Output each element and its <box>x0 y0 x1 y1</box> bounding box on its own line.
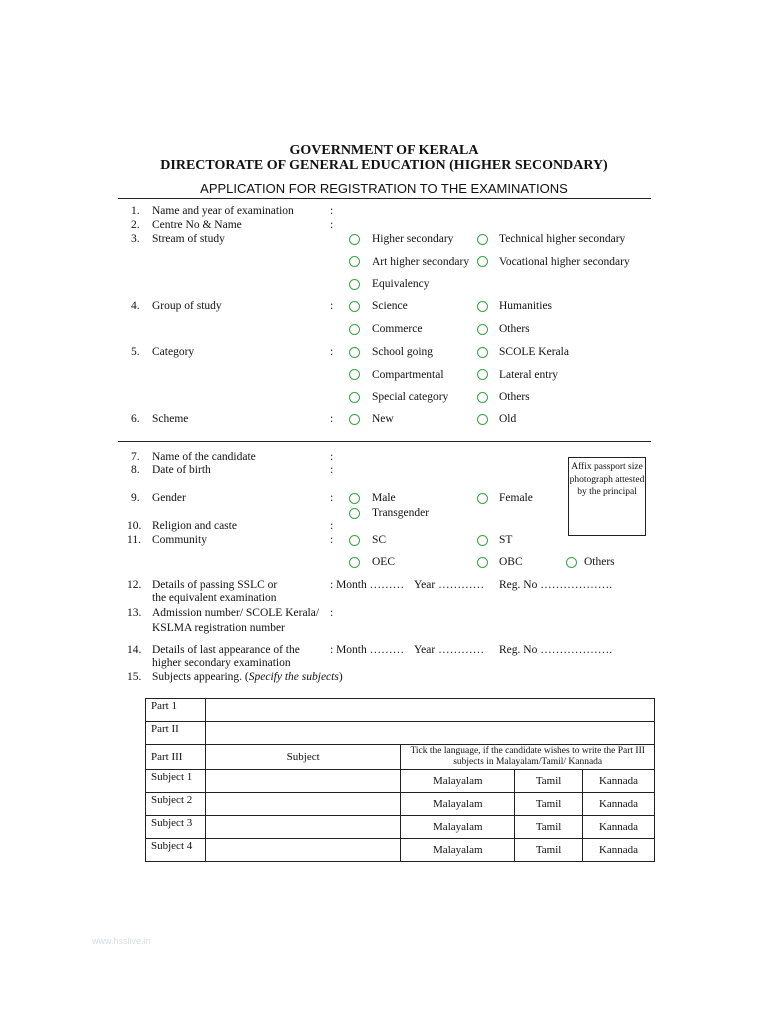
lang-kannada[interactable]: Kannada <box>583 793 655 816</box>
radio-school-going[interactable] <box>349 347 360 358</box>
item-number: 5. <box>131 346 140 358</box>
part1-field[interactable] <box>205 699 654 722</box>
subject-field[interactable] <box>205 816 400 839</box>
lang-tamil[interactable]: Tamil <box>515 839 583 862</box>
item-number: 6. <box>131 413 140 425</box>
radio-group-others[interactable] <box>477 324 488 335</box>
radio-commerce[interactable] <box>349 324 360 335</box>
label-sslc-line2: the equivalent examination <box>152 592 277 604</box>
option-label: Lateral entry <box>499 369 559 381</box>
radio-vocational-higher-secondary[interactable] <box>477 256 488 267</box>
radio-higher-secondary[interactable] <box>349 234 360 245</box>
option-label: Others <box>499 391 530 403</box>
table-row <box>146 793 655 816</box>
option-label: School going <box>372 346 434 358</box>
label-admission-line1: Admission number/ SCOLE Kerala/ <box>152 607 320 619</box>
colon: : <box>330 492 334 504</box>
subject-field[interactable] <box>205 770 400 793</box>
option-label: OEC <box>372 556 395 568</box>
item-number: 13. <box>127 607 142 619</box>
option-label: ST <box>499 534 513 546</box>
item-number: 7. <box>131 451 140 463</box>
lang-tamil[interactable]: Tamil <box>515 816 583 839</box>
colon: : <box>330 413 334 425</box>
label-stream: Stream of study <box>152 233 225 245</box>
label-category: Category <box>152 346 195 358</box>
radio-transgender[interactable] <box>349 508 360 519</box>
subject-label: Subject 4 <box>146 839 206 862</box>
part2-field[interactable] <box>205 722 654 745</box>
lang-tamil[interactable]: Tamil <box>515 770 583 793</box>
last-year: Year ………… <box>414 644 485 656</box>
option-label: Male <box>372 492 396 504</box>
header-application: APPLICATION FOR REGISTRATION TO THE EXAMINATIONS <box>200 181 568 196</box>
radio-community-others[interactable] <box>566 557 577 568</box>
option-label: Commerce <box>372 323 423 335</box>
table-row <box>146 770 655 793</box>
radio-oec[interactable] <box>349 557 360 568</box>
label-gender: Gender <box>152 492 186 504</box>
item-number: 3. <box>131 233 140 245</box>
last-month: : Month ……… <box>330 644 405 656</box>
lang-malayalam[interactable]: Malayalam <box>401 816 515 839</box>
subject-header: Subject <box>205 745 400 770</box>
option-label: OBC <box>499 556 523 568</box>
table-row <box>146 699 655 722</box>
header-directorate: DIRECTORATE OF GENERAL EDUCATION (HIGHER SECONDARY) <box>160 158 608 173</box>
radio-art-higher-secondary[interactable] <box>349 256 360 267</box>
label-last-appearance-line1: Details of last appearance of the <box>152 644 300 656</box>
option-label: Others <box>584 556 615 568</box>
colon: : <box>330 520 334 532</box>
option-label: Old <box>499 413 517 425</box>
option-label: New <box>372 413 394 425</box>
label-sslc-line1: Details of passing SSLC or <box>152 579 278 591</box>
sslc-month: : Month ……… <box>330 579 405 591</box>
label-centre: Centre No & Name <box>152 219 242 231</box>
radio-female[interactable] <box>477 493 488 504</box>
radio-humanities[interactable] <box>477 301 488 312</box>
option-label: SCOLE Kerala <box>499 346 569 358</box>
subject-field[interactable] <box>205 793 400 816</box>
radio-sc[interactable] <box>349 535 360 546</box>
radio-special-category[interactable] <box>349 392 360 403</box>
subject-label: Subject 1 <box>146 770 206 793</box>
radio-obc[interactable] <box>477 557 488 568</box>
subject-field[interactable] <box>205 839 400 862</box>
option-label: Science <box>372 300 408 312</box>
divider-middle <box>118 441 651 442</box>
label-last-appearance-line2: higher secondary examination <box>152 657 291 669</box>
option-label: Compartmental <box>372 369 444 381</box>
colon: : <box>330 300 334 312</box>
table-row <box>146 816 655 839</box>
label-community: Community <box>152 534 207 546</box>
item-number: 12. <box>127 579 142 591</box>
lang-malayalam[interactable]: Malayalam <box>401 770 515 793</box>
colon: : <box>330 464 334 476</box>
subjects-table <box>145 698 655 862</box>
lang-tamil[interactable]: Tamil <box>515 793 583 816</box>
photo-box: Affix passport size photograph attested by the principal <box>568 457 646 536</box>
option-label: Equivalency <box>372 278 430 290</box>
option-label: Higher secondary <box>372 233 454 245</box>
subject-label: Subject 3 <box>146 816 206 839</box>
radio-technical-higher-secondary[interactable] <box>477 234 488 245</box>
radio-scheme-old[interactable] <box>477 414 488 425</box>
radio-category-others[interactable] <box>477 392 488 403</box>
radio-equivalency[interactable] <box>349 279 360 290</box>
watermark: www.hsslive.in <box>92 936 151 946</box>
option-label: Vocational higher secondary <box>499 256 630 268</box>
item-number: 11. <box>127 534 141 546</box>
divider-top <box>118 198 651 199</box>
colon: : <box>330 451 334 463</box>
item-number: 1. <box>131 205 140 217</box>
radio-compartmental[interactable] <box>349 369 360 380</box>
option-label: Special category <box>372 391 449 403</box>
part3-label: Part III <box>146 745 206 770</box>
table-row <box>146 745 655 770</box>
table-row <box>146 722 655 745</box>
lang-kannada[interactable]: Kannada <box>583 839 655 862</box>
label-candidate-name: Name of the candidate <box>152 451 256 463</box>
part2-label: Part II <box>146 722 206 745</box>
lang-kannada[interactable]: Kannada <box>583 816 655 839</box>
item-number: 2. <box>131 219 140 231</box>
colon: : <box>330 607 334 619</box>
item-number: 8. <box>131 464 140 476</box>
header-government: GOVERNMENT OF KERALA <box>289 143 479 158</box>
radio-male[interactable] <box>349 493 360 504</box>
label-subjects-appearing: Subjects appearing. (Specify the subjects) <box>152 671 343 683</box>
item-number: 15. <box>127 671 142 683</box>
label-group: Group of study <box>152 300 222 312</box>
option-label: Technical higher secondary <box>499 233 626 245</box>
sslc-year: Year ………… <box>414 579 485 591</box>
lang-kannada[interactable]: Kannada <box>583 770 655 793</box>
option-label: Humanities <box>499 300 553 312</box>
option-label: Others <box>499 323 530 335</box>
label-scheme: Scheme <box>152 413 189 425</box>
tick-language-note: Tick the language, if the candidate wishes to write the Part III subjects in Malayalam/Tamil/ Kannada <box>401 745 655 770</box>
colon: : <box>330 219 334 231</box>
label-name-year-exam: Name and year of examination <box>152 205 294 217</box>
radio-scole-kerala[interactable] <box>477 347 488 358</box>
lang-malayalam[interactable]: Malayalam <box>401 839 515 862</box>
radio-scheme-new[interactable] <box>349 414 360 425</box>
radio-st[interactable] <box>477 535 488 546</box>
item-number: 14. <box>127 644 142 656</box>
option-label: Art higher secondary <box>372 256 470 268</box>
radio-lateral-entry[interactable] <box>477 369 488 380</box>
table-row <box>146 839 655 862</box>
option-label: Transgender <box>372 507 430 519</box>
sslc-regno: Reg. No ………………. <box>499 579 613 591</box>
option-label: Female <box>499 492 533 504</box>
colon: : <box>330 346 334 358</box>
colon: : <box>330 205 334 217</box>
last-regno: Reg. No ………………. <box>499 644 613 656</box>
item-number: 10. <box>127 520 142 532</box>
item-number: 4. <box>131 300 140 312</box>
item-number: 9. <box>131 492 140 504</box>
colon: : <box>330 534 334 546</box>
subject-label: Subject 2 <box>146 793 206 816</box>
radio-science[interactable] <box>349 301 360 312</box>
label-religion: Religion and caste <box>152 520 237 532</box>
lang-malayalam[interactable]: Malayalam <box>401 793 515 816</box>
option-label: SC <box>372 534 387 546</box>
part1-label: Part 1 <box>146 699 206 722</box>
label-admission-line2: KSLMA registration number <box>152 622 285 634</box>
label-dob: Date of birth <box>152 464 211 476</box>
